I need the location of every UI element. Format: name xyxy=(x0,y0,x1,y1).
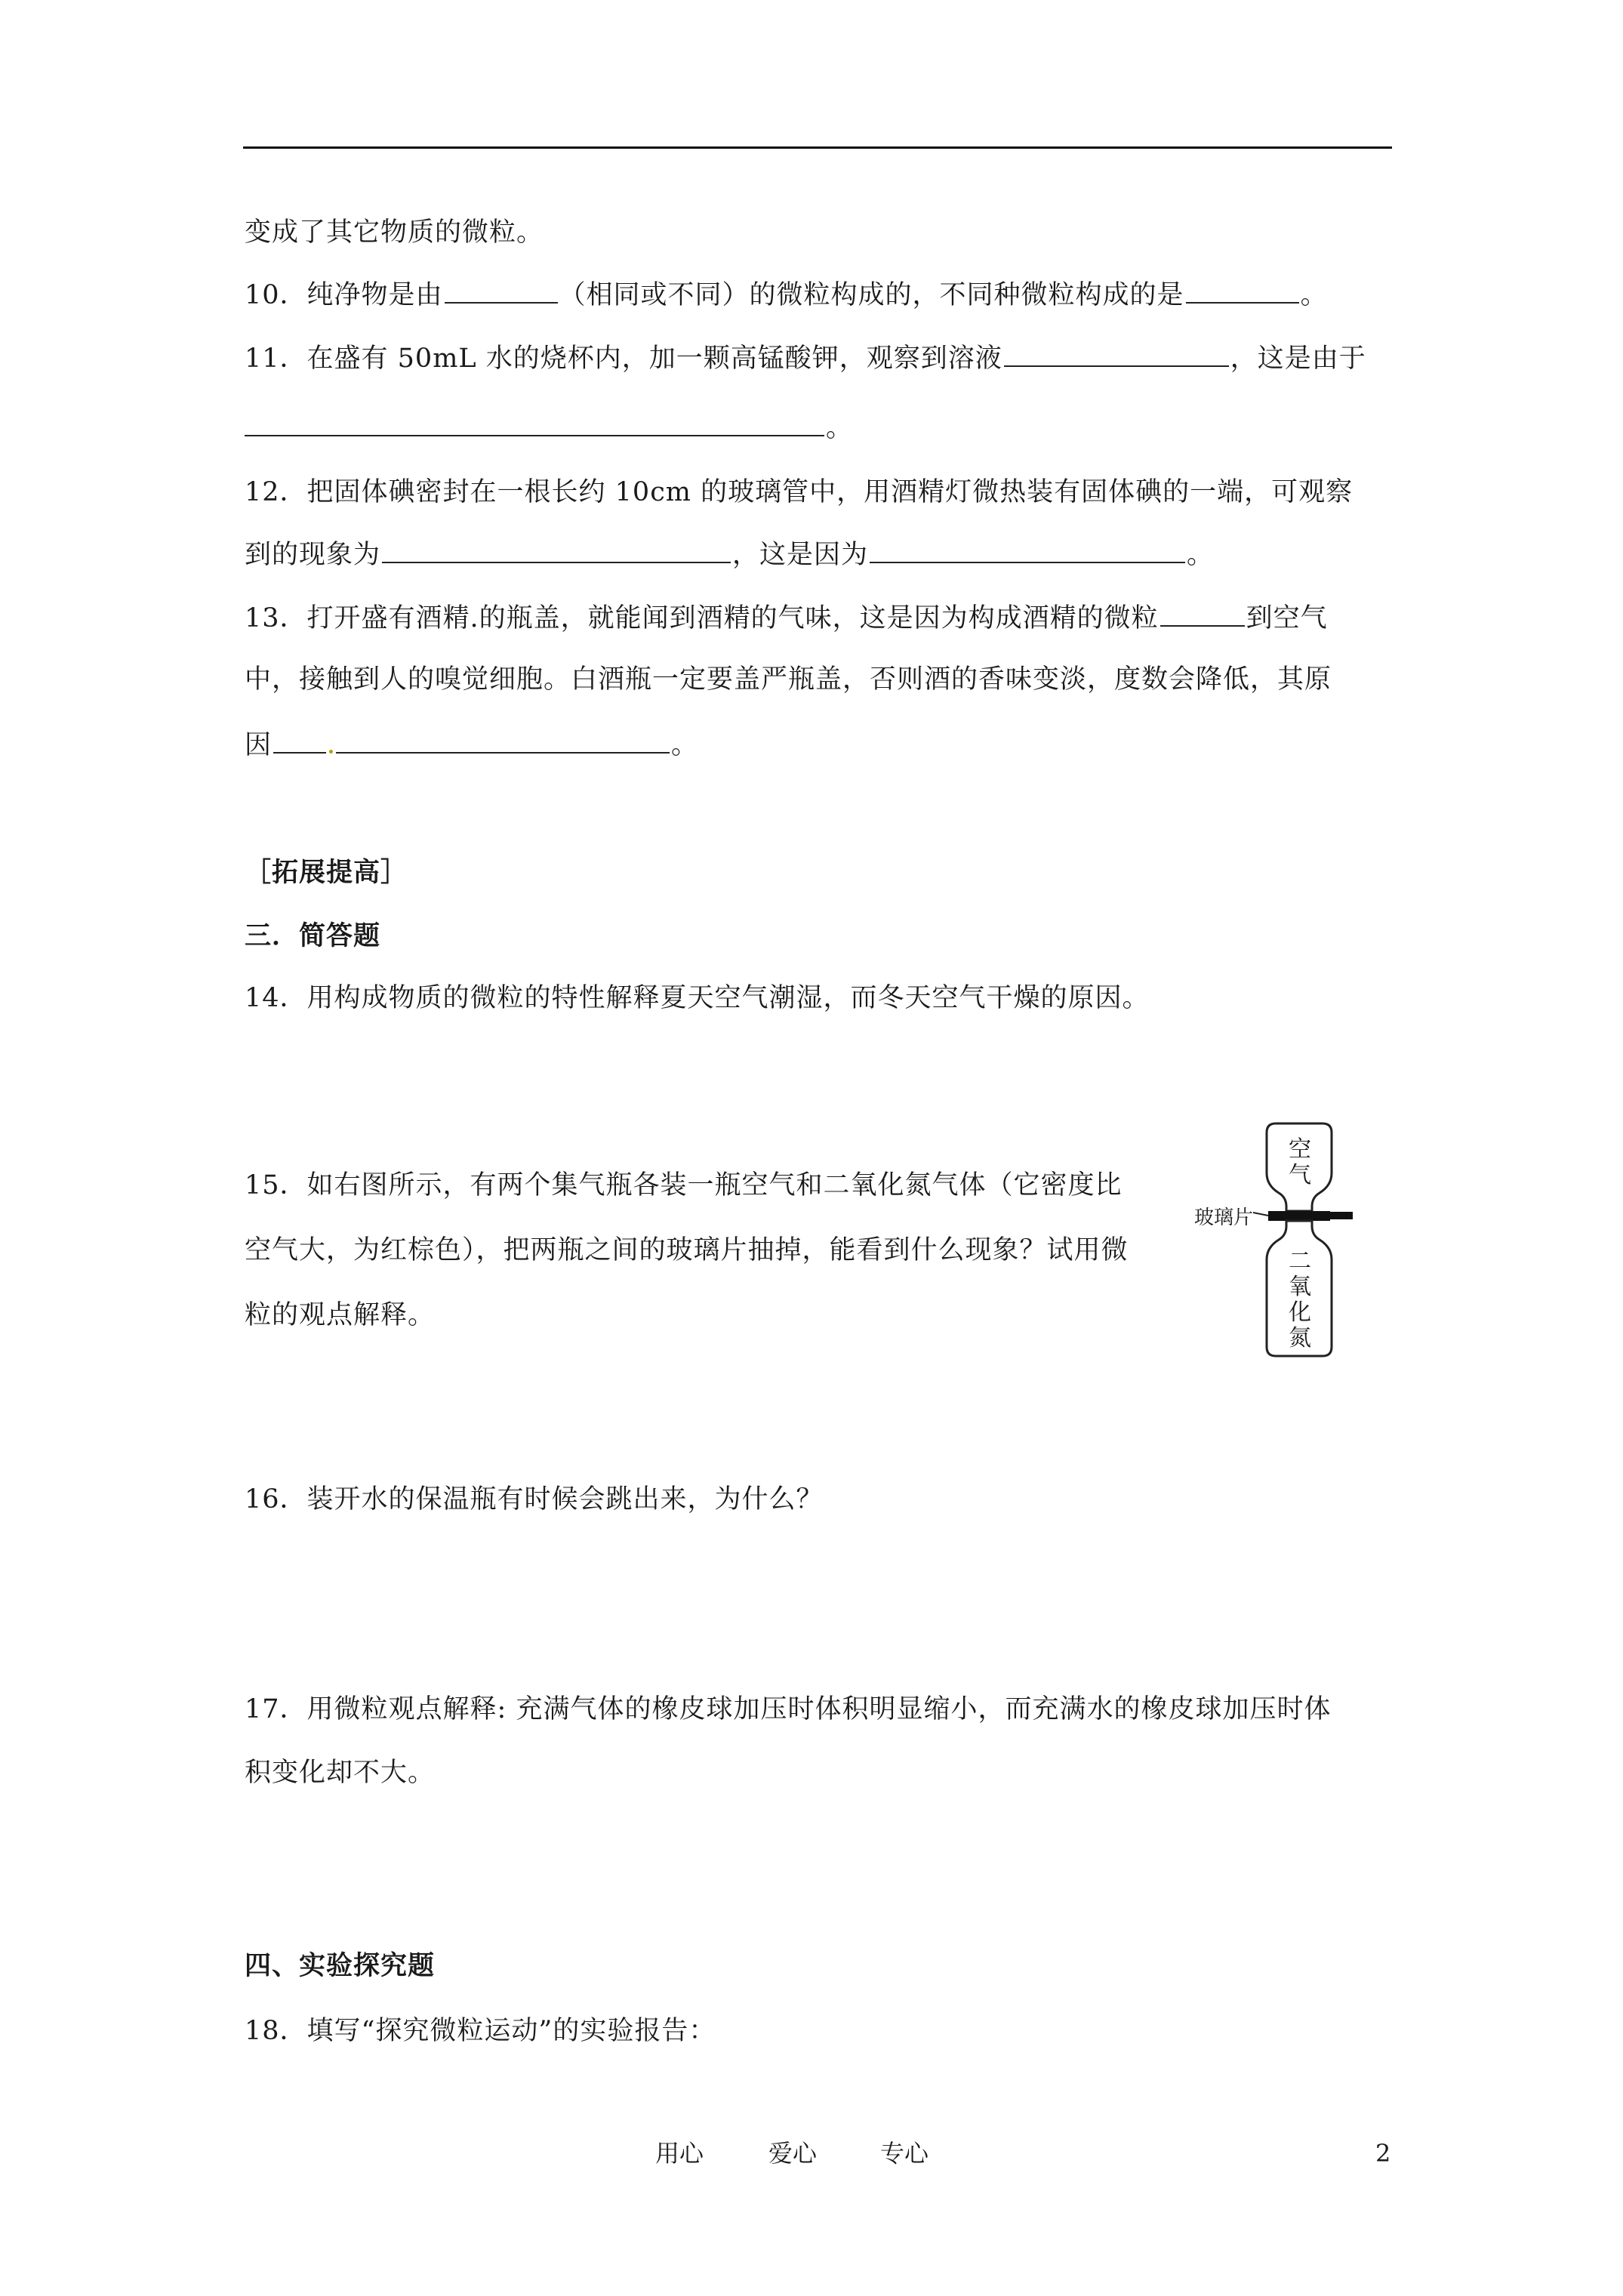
text: 12．把固体碘密封在一根长约 10cm 的玻璃管中，用酒精灯微热装有固体碘的一端，可观察 xyxy=(245,477,1354,507)
text: 。 xyxy=(671,730,699,760)
question-15-end xyxy=(245,1299,435,1332)
question-14 xyxy=(245,982,1150,1015)
text: 16．装开水的保温瓶有时候会跳出来，为什么？ xyxy=(245,1484,824,1515)
question-12 xyxy=(245,476,1353,509)
question-15 xyxy=(245,1169,1123,1202)
section-heading-4 xyxy=(245,1949,435,1983)
continuation-line xyxy=(245,216,544,249)
section-heading-3 xyxy=(245,920,380,953)
question-17-cont xyxy=(245,1756,435,1789)
text: 三．简答题 xyxy=(245,920,381,951)
question-11 xyxy=(245,341,1366,375)
text: 11．在盛有 50mL 水的烧杯内，加一颗高锰酸钾，观察到溶液 xyxy=(245,344,1002,374)
gas-bottles-figure xyxy=(1194,1120,1392,1362)
question-15-cont xyxy=(245,1234,1129,1267)
text: 。 xyxy=(826,413,854,443)
text: 到的现象为 xyxy=(245,540,381,570)
text: 因 xyxy=(245,730,273,760)
answer-blank[interactable] xyxy=(1004,341,1229,367)
answer-blank[interactable] xyxy=(1186,278,1299,304)
question-13 xyxy=(245,601,1328,635)
text: 空气大，为红棕色），把两瓶之间的玻璃片抽掉，能看到什么现象？试用微 xyxy=(245,1235,1129,1265)
footer-word: 用心 xyxy=(655,2139,704,2168)
answer-blank[interactable] xyxy=(382,538,731,563)
text: 17．用微粒观点解释: 充满气体的橡皮球加压时体积明显缩小，而充满水的橡皮球加压时体 xyxy=(245,1694,1332,1724)
answer-blank[interactable] xyxy=(445,278,558,304)
text: 10．纯净物是由 xyxy=(245,280,443,310)
glass-plate-label: 玻璃片 xyxy=(1194,1207,1254,1229)
page-number: 2 xyxy=(1375,2139,1391,2168)
answer-blank[interactable] xyxy=(870,538,1185,563)
question-10 xyxy=(245,278,1328,312)
question-18 xyxy=(245,2014,716,2048)
text: ，这是由于 xyxy=(1230,344,1366,374)
bottom-bottle-label: 二 氧 化 氮 xyxy=(1289,1248,1311,1351)
text: ，这是因为 xyxy=(732,540,869,570)
question-13-cont xyxy=(245,663,1332,696)
section-heading-extend xyxy=(245,856,408,889)
question-12-cont xyxy=(245,538,1214,572)
text: 积变化却不大。 xyxy=(245,1758,436,1788)
text: 到空气 xyxy=(1246,603,1328,633)
text: 粒的观点解释。 xyxy=(245,1300,436,1330)
question-13-end xyxy=(245,728,698,762)
text: （相同或不同）的微粒构成的，不同种微粒构成的是 xyxy=(559,280,1184,310)
top-bottle-label: 空 气 xyxy=(1289,1136,1311,1188)
answer-blank[interactable] xyxy=(245,411,824,436)
answer-blank[interactable] xyxy=(273,728,326,754)
label-pointer xyxy=(1253,1213,1268,1216)
text: 变成了其它物质的微粒。 xyxy=(245,217,544,248)
footer-word: 爱心 xyxy=(768,2139,818,2168)
text: 四、实验探究题 xyxy=(245,1950,436,1981)
text: 15．如右图所示，有两个集气瓶各装一瓶空气和二氧化氮气体（它密度比 xyxy=(245,1170,1123,1200)
text: 18．填写“探究微粒运动”的实验报告： xyxy=(245,2016,716,2046)
footer-word: 专心 xyxy=(880,2139,929,2168)
text: 。 xyxy=(1300,280,1328,310)
text: 中，接触到人的嗅觉细胞。白酒瓶一定要盖严瓶盖，否则酒的香味变淡，度数会降低，其原 xyxy=(245,664,1332,695)
header-rule xyxy=(243,146,1392,149)
mark-dot xyxy=(329,750,333,754)
question-11-cont xyxy=(245,411,853,445)
question-17 xyxy=(245,1693,1331,1726)
text: 13．打开盛有酒精.的瓶盖，就能闻到酒精的气味，这是因为构成酒精的微粒 xyxy=(245,603,1159,633)
text: ［拓展提高］ xyxy=(245,857,408,888)
answer-blank[interactable] xyxy=(1160,601,1245,627)
text: 14．用构成物质的微粒的特性解释夏天空气潮湿，而冬天空气干燥的原因。 xyxy=(245,983,1150,1013)
answer-blank[interactable] xyxy=(336,728,670,754)
glass-plate xyxy=(1268,1211,1330,1221)
text: 。 xyxy=(1187,540,1215,570)
question-16 xyxy=(245,1483,824,1516)
